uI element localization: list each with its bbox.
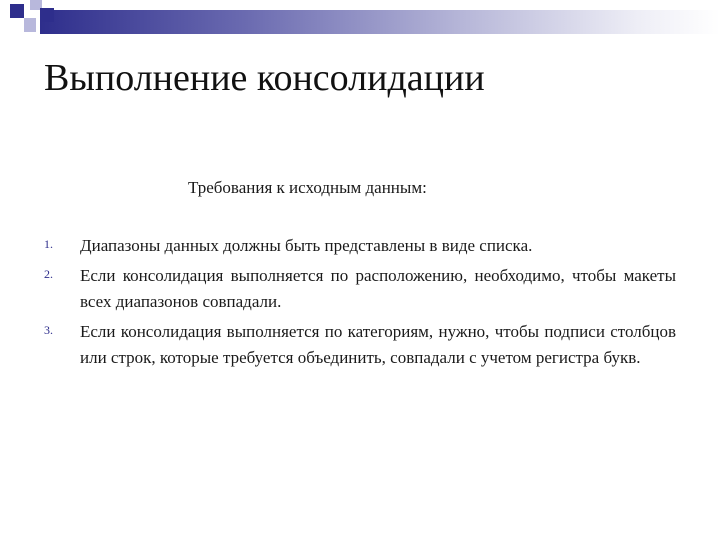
- list-item-number: 2.: [44, 267, 53, 281]
- requirements-list: [44, 233, 676, 375]
- list-item: [44, 233, 676, 259]
- list-item-number: 3.: [44, 323, 53, 337]
- list-item-number: 1.: [44, 237, 53, 251]
- slide-title: Выполнение консолидации: [44, 57, 485, 99]
- list-item-text: Если консолидация выполняется по категориям, нужно, чтобы подписи столбцов или строк, которые требуется объединить, совпадали с учетом регистра букв.: [80, 322, 676, 367]
- list-item: [44, 263, 676, 315]
- slide-subtitle: Требования к исходным данным:: [188, 178, 427, 197]
- list-item: [44, 319, 676, 371]
- list-item-text: Если консолидация выполняется по расположению, необходимо, чтобы макеты всех диапазонов совпадали.: [80, 266, 676, 311]
- list-item-text: Диапазоны данных должны быть представлены в виде списка.: [80, 236, 533, 255]
- decor-square-dark-1: [10, 4, 24, 18]
- decor-square-dark-2: [40, 8, 54, 22]
- header-gradient-bar: [40, 10, 720, 34]
- decor-square-light-2: [24, 18, 36, 32]
